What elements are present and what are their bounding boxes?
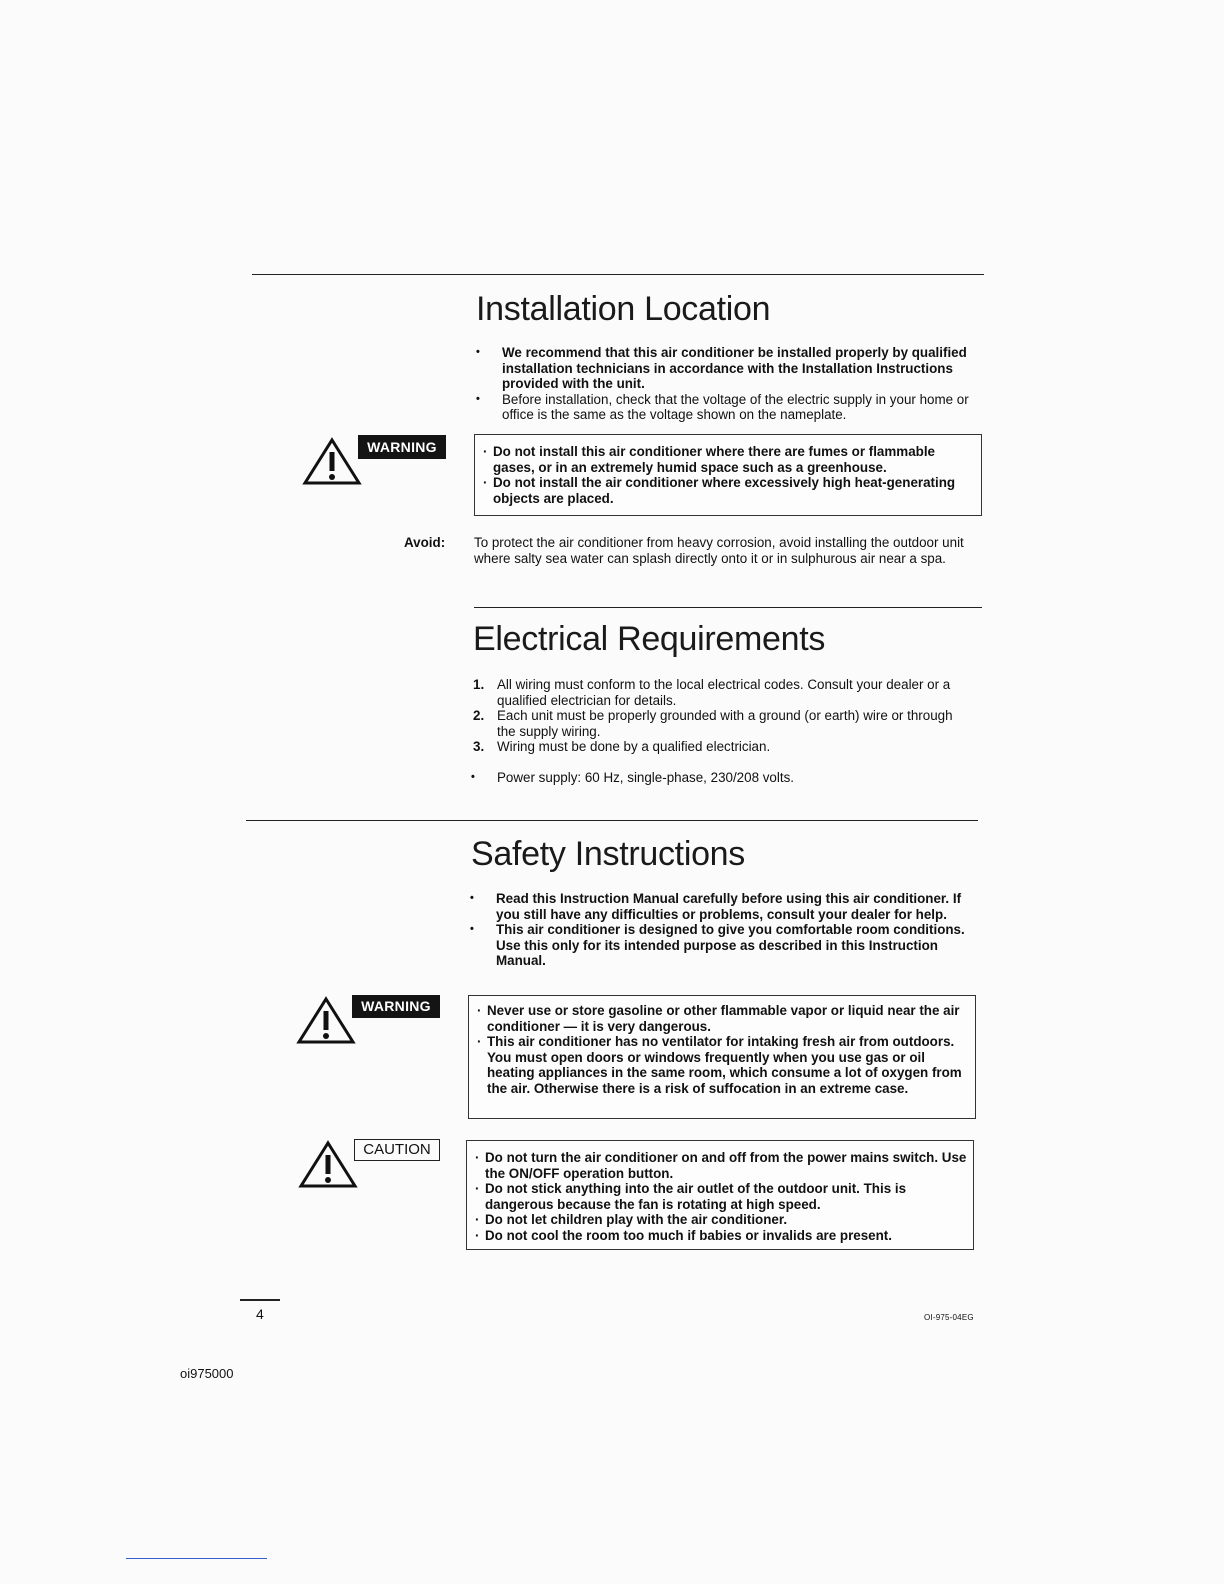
list-item: · Do not cool the room too much if babies or invalids are present.: [475, 1227, 892, 1243]
list-item: [473, 677, 973, 708]
list-item: · Do not let children play with the air conditioner.: [475, 1212, 788, 1227]
installation-bullet-text: Before installation, check that the voltage of the electric supply in your home or office is the same as the voltage shown on the nameplate.: [502, 391, 969, 422]
item-number: 1.: [473, 677, 485, 692]
section-divider-safety: [246, 820, 978, 821]
warning-item-text: This air conditioner has no ventilator for intaking fresh air from outdoors. You must open doors or windows frequently when you use gas or oil heating appliances in the same room, which consume a lot of oxygen from the air. Otherwise there is a risk of suffocation in an extreme case.: [487, 1034, 962, 1096]
installation-bullets: [476, 345, 976, 423]
caution-triangle-icon: [298, 1140, 358, 1190]
warning-triangle-icon: [302, 437, 362, 487]
list-item: · Do not stick anything into the air outlet of the outdoor unit. This is dangerous because the fan is rotating at high speed.: [475, 1181, 907, 1212]
installation-warning-box: [474, 434, 982, 516]
installation-bullet-text: We recommend that this air conditioner be installed properly by qualified installation technicians in accordance with the Installation Instructions provided with the unit.: [502, 345, 967, 391]
bottom-link-rule: [126, 1558, 267, 1559]
warning-badge: WARNING: [358, 435, 446, 459]
section-title-safety-instructions: Safety Instructions: [471, 835, 745, 873]
power-supply-note: [471, 770, 971, 786]
power-supply-text: Power supply: 60 Hz, single-phase, 230/208 volts.: [497, 770, 794, 785]
warning-triangle-icon: [296, 996, 356, 1046]
list-item: • Read this Instruction Manual carefully before using this air conditioner. If you still have any difficulties or problems, consult your dealer for help.: [470, 891, 962, 922]
caution-item-text: Do not cool the room too much if babies or invalids are present.: [485, 1227, 892, 1243]
safety-bullet-text: This air conditioner is designed to give you comfortable room conditions. Use this only for its intended purpose as described in this Instruction Manual.: [496, 922, 965, 968]
list-item: · Do not install the air conditioner where excessively high heat-generating objects are placed.: [483, 475, 956, 506]
file-id: oi975000: [180, 1366, 234, 1381]
caution-item-text: Do not stick anything into the air outlet of the outdoor unit. This is dangerous because the fan is rotating at high speed.: [485, 1181, 907, 1212]
section-divider-electrical: [474, 607, 982, 608]
electrical-requirements-list: [473, 677, 973, 755]
item-number: 2.: [473, 708, 485, 723]
list-item: [473, 739, 973, 755]
caution-item-text: Do not let children play with the air conditioner.: [485, 1212, 788, 1227]
caution-item-text: Do not turn the air conditioner on and off from the power mains switch. Use the ON/OFF operation button.: [485, 1150, 967, 1181]
list-item: • Power supply: 60 Hz, single-phase, 230/208 volts.: [471, 770, 794, 785]
item-number: 3.: [473, 739, 485, 754]
list-item: • Before installation, check that the voltage of the electric supply in your home or office is the same as the voltage shown on the nameplate.: [476, 391, 969, 422]
caution-badge: CAUTION: [354, 1139, 440, 1161]
section-title-installation-location: Installation Location: [476, 290, 771, 328]
section-title-electrical-requirements: Electrical Requirements: [473, 620, 826, 658]
warning-item-text: Do not install the air conditioner where excessively high heat-generating objects are placed.: [493, 475, 956, 506]
list-item: · Do not install this air conditioner where there are fumes or flammable gases, or in an extremely humid space such as a greenhouse.: [483, 444, 935, 475]
warning-badge: WARNING: [352, 995, 440, 1018]
avoid-text: To protect the air conditioner from heavy corrosion, avoid installing the outdoor unit where salty sea water can splash directly onto it or in sulphurous air near a spa.: [474, 535, 964, 566]
safety-bullets: [470, 891, 970, 969]
page-number: 4: [256, 1306, 264, 1322]
list-item: • We recommend that this air conditioner be installed properly by qualified installation technicians in accordance with the Installation Instructions provided with the unit.: [476, 345, 967, 391]
safety-bullet-text: Read this Instruction Manual carefully before using this air conditioner. If you still have any difficulties or problems, consult your dealer for help.: [496, 891, 962, 922]
safety-caution-box: [466, 1140, 974, 1250]
section-divider-installation: [252, 274, 984, 275]
list-item: · Never use or store gasoline or other flammable vapor or liquid near the air conditioner — it is very dangerous.: [477, 1003, 960, 1034]
item-text: All wiring must conform to the local electrical codes. Consult your dealer or a qualified electrician for details.: [497, 677, 951, 708]
safety-warning-box: [468, 995, 976, 1119]
page-number-rule: [240, 1299, 280, 1301]
list-item: · Do not turn the air conditioner on and off from the power mains switch. Use the ON/OFF operation button.: [475, 1150, 967, 1181]
warning-item-text: Do not install this air conditioner where there are fumes or flammable gases, or in an extremely humid space such as a greenhouse.: [493, 444, 935, 475]
avoid-label: Avoid:: [404, 535, 446, 550]
item-text: Each unit must be properly grounded with a ground (or earth) wire or through the supply wiring.: [497, 708, 953, 739]
list-item: · This air conditioner has no ventilator for intaking fresh air from outdoors. You must open doors or windows frequently when you use gas or oil heating appliances in the same room, which consume a lot of oxygen from the air. Otherwise there is a risk of suffocation in an extreme case.: [477, 1034, 962, 1096]
list-item: [473, 708, 973, 739]
list-item: • This air conditioner is designed to give you comfortable room conditions. Use this only for its intended purpose as described in this Instruction Manual.: [470, 922, 965, 968]
doc-code: OI-975-04EG: [924, 1313, 974, 1322]
item-text: Wiring must be done by a qualified electrician.: [497, 739, 771, 754]
warning-item-text: Never use or store gasoline or other flammable vapor or liquid near the air conditioner — it is very dangerous.: [487, 1003, 960, 1034]
